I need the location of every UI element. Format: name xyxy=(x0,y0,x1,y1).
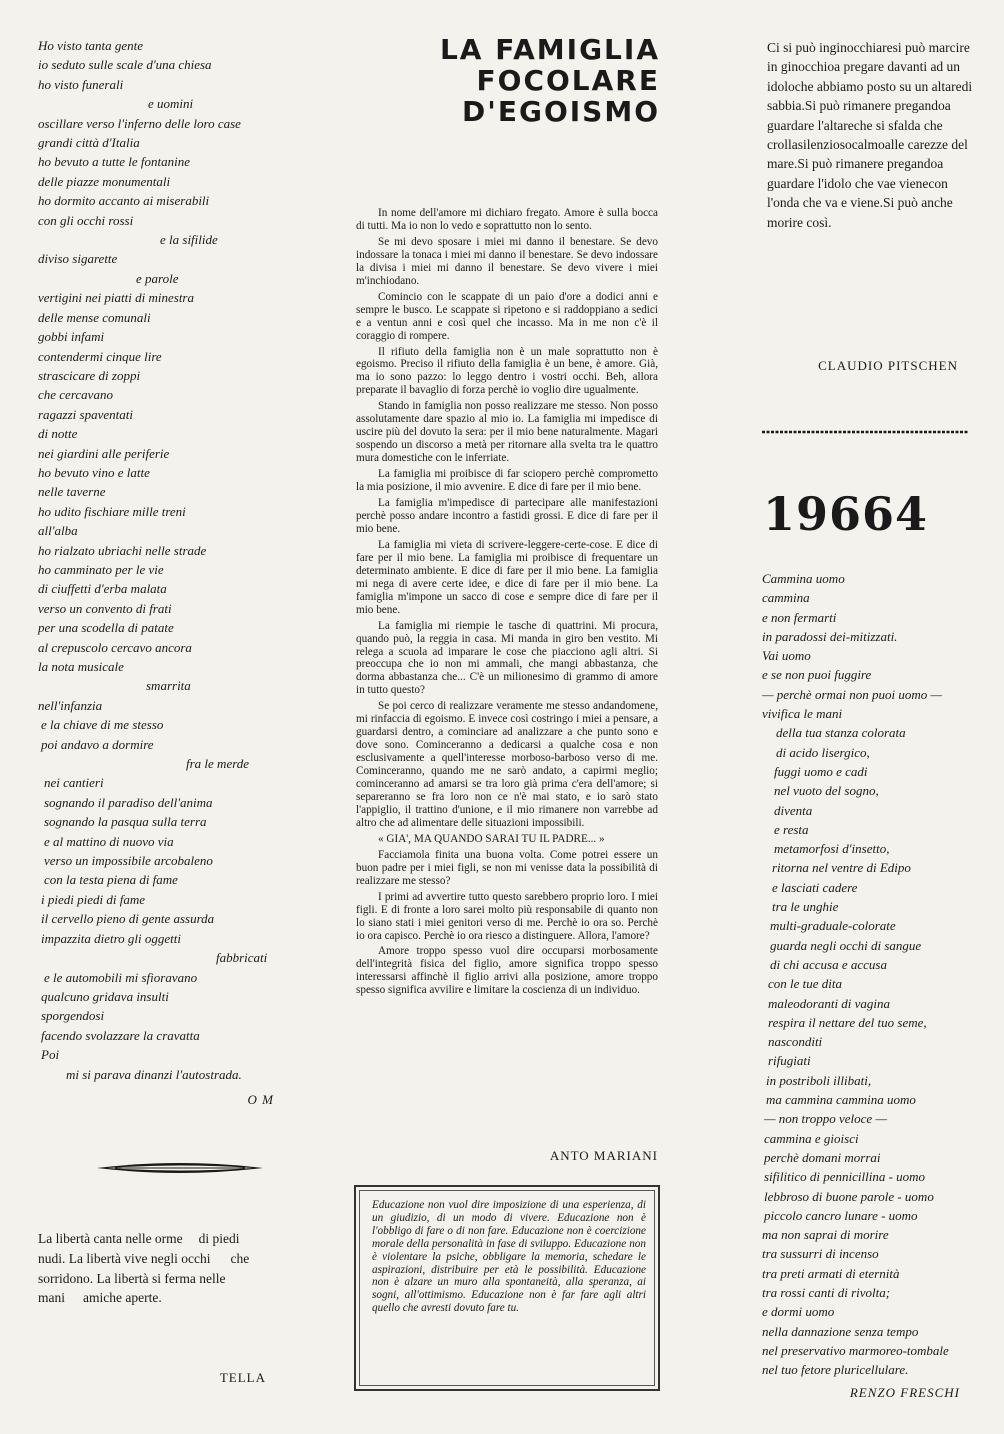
left-poem-line: nell'infanzia xyxy=(38,697,103,713)
year-poem-line: piccolo cancro lunare - uomo xyxy=(764,1207,918,1223)
left-poem-line: verso un convento di frati xyxy=(38,600,172,616)
left-poem-line: fabbricati xyxy=(216,950,268,966)
education-box-text: Educazione non vuol dire imposizione di una esperienza, di un giudizio, di un modo di vivere. Educazione non è l'obbligo di fare o di non fare. Educazione non è coercizione morale della personalità in fase di sviluppo. Educazione non è violentare la psiche, obbligare la memoria, schedare le aspirazioni, distribuire per età le possibilità. Educazione non è alzare un muro alla spontaneità, alla speranza, ai sogni, all'ottimismo. Educazione non è far fare agli altri quello che avresti dovuto fare tu. xyxy=(359,1190,655,1386)
article-title xyxy=(398,34,660,127)
year-poem-line: ma cammina cammina uomo xyxy=(766,1092,916,1108)
article-paragraph: La famiglia mi vieta di scrivere-leggere-certe-cose. E dice di fare per il mio bene. La famiglia mi proibisce di frequentare un determinato ambiente. E dice di fare per il mio bene. La famiglia mi nega di avere certe idee, e dice di fare per il mio bene. La famiglia m'impone un sacco di cose e sempre dice di fare per il mio bene. xyxy=(356,538,658,616)
liberta-poem-line: di piedi nudi. xyxy=(38,1231,240,1266)
left-poem-line: delle piazze monumentali xyxy=(38,173,171,189)
right-poem-signature: CLAUDIO PITSCHEN xyxy=(818,358,958,373)
left-poem-line: ho dormito accanto ai miserabili xyxy=(38,193,210,209)
liberta-poem xyxy=(38,1229,278,1308)
year-poem-line: tra rossi canti di rivolta; xyxy=(762,1284,891,1300)
year-poem-line: perchè domani morrai xyxy=(764,1149,881,1165)
year-poem-title: 19664 xyxy=(763,487,929,541)
year-poem-line: nel tuo fetore pluricellulare. xyxy=(762,1362,909,1378)
left-poem-line: e la sifilide xyxy=(160,232,218,248)
year-poem-line: vivifica le mani xyxy=(762,706,843,722)
year-poem-line: con le tue dita xyxy=(768,976,843,992)
left-poem-line: delle mense comunali xyxy=(38,309,151,325)
left-poem-line: nei cantieri xyxy=(44,775,104,791)
left-poem xyxy=(38,36,278,1084)
liberta-poem-line: La libertà vive negli occhi xyxy=(68,1250,211,1266)
left-poem-line: al crepuscolo cercavo ancora xyxy=(38,639,192,655)
left-poem-line: diviso sigarette xyxy=(38,251,118,267)
year-poem-line: fuggi uomo e cadi xyxy=(774,763,868,779)
article-paragraph: La famiglia mi proibisce di far sciopero perchè comprometto la mia posizione, il mio avvenire. E dice di fare per il mio bene. xyxy=(356,468,658,494)
left-poem-line: sporgendosi xyxy=(41,1008,105,1024)
year-poem-line: di chi accusa e accusa xyxy=(770,956,887,972)
left-poem-line: contendermi cinque lire xyxy=(38,348,162,364)
article-paragraph: In nome dell'amore mi dichiaro fregato. Amore è sulla bocca di tutti. Ma io non lo vedo e soprattutto non lo sento. xyxy=(356,207,658,232)
left-poem-line: sognando il paradiso dell'anima xyxy=(44,794,213,810)
dotted-divider xyxy=(762,428,968,436)
year-poem-line: lebbroso di buone parole - uomo xyxy=(764,1188,934,1204)
liberta-poem-line: La libertà si ferma nelle mani xyxy=(38,1270,226,1306)
article-paragraph: « GIA', MA QUANDO SARAI TU IL PADRE... » xyxy=(378,832,605,845)
year-poem-line: e lasciati cadere xyxy=(772,879,858,895)
education-box xyxy=(354,1185,660,1391)
left-poem-line: ho rialzato ubriachi nelle strade xyxy=(38,542,207,558)
article-paragraph: Amore troppo spesso vuol dire occuparsi morbosamente dell'integrità fisica del figlio, amore significa troppo spesso interessarsi affinchè il figlio arrivi alla posizione, amore troppo spesso significa avvilire e limitare la coscienza di un individuo. xyxy=(356,945,658,997)
year-poem-line: in postriboli illibati, xyxy=(766,1072,872,1088)
left-poem-line: ho camminato per le vie xyxy=(38,561,164,577)
article-paragraph: Se poi cerco di realizzare veramente me stesso andandomene, mi rinfaccia di egoismo. E invece così costringo i miei a pensare, a guardarsi dentro, a cominciare ad analizzare a che punto sono e dove sono. Cominceranno a dedicarsi a qualche cosa e non esclusivamente a quell'interesse morboso-barboso verso di me. Cominceranno, quando me ne sarò andato, a capirmi meglio; cominceranno ad amarsi se tra loro già prima c'era dell'amore; si separeranno se fra loro non ce n'è mai stato, e io sarò stato l'appiglio, il trattino d'unione, e il mio rimanere non varrebbe ad altro che ad alimentare delle situazioni impossibili. xyxy=(356,700,658,829)
article-body xyxy=(356,207,658,1000)
year-poem-line: nasconditi xyxy=(768,1034,823,1050)
left-poem-line: e uomini xyxy=(148,96,194,112)
right-poem-line: Si può anche morire così. xyxy=(767,195,953,230)
right-poem-line: a guardare l'altare xyxy=(767,98,951,133)
year-poem-line: — perchè ormai non puoi uomo — xyxy=(762,686,943,702)
left-poem-line: e al mattino di nuovo via xyxy=(44,833,174,849)
year-poem-line: rifugiati xyxy=(768,1053,811,1069)
year-poem-line: Cammina uomo xyxy=(762,571,845,586)
year-poem-line: respira il nettare del tuo seme, xyxy=(768,1014,927,1030)
year-poem-line: ma non saprai di morire xyxy=(762,1227,889,1243)
article-paragraph: I primi ad avvertire tutto questo sarebbero proprio loro. I miei figli. E di fronte a loro sarei molto più responsabile di quanto non lo siano stati i miei genitori verso di me. Perchè io ora so. Perchè io ora capisco. Perchè io ora riesco a distinguere. Allora, l'amore? xyxy=(356,890,658,942)
article-paragraph: Se mi devo sposare i miei mi danno il benestare. Se devo indossare la tonaca i miei mi danno il benestare. Se devo indossare la divisa i miei mi danno il benestare. Se devo vivere i miei m'inchiodano. xyxy=(356,235,658,287)
right-poem-line: si può marcire in ginocchio xyxy=(767,40,970,75)
year-poem-line: — non troppo veloce — xyxy=(764,1111,887,1127)
year-poem-line: in paradossi dei-mitizzati. xyxy=(762,628,898,644)
left-poem-line: di notte xyxy=(38,426,78,442)
right-poem-line: con l'onda che va e viene. xyxy=(767,175,948,211)
liberta-poem-line: che sorridono. xyxy=(38,1250,250,1286)
year-poem-line: nel preservativo marmoreo-tombale xyxy=(762,1342,949,1358)
left-poem-line: che cercavano xyxy=(38,387,113,403)
right-poem-line: silenzioso xyxy=(797,137,852,153)
left-poem-line: il cervello pieno di gente assurda xyxy=(41,911,215,927)
year-poem-line: diventa xyxy=(774,802,813,818)
year-poem-signature: RENZO FRESCHI xyxy=(849,1385,960,1400)
left-poem-line: e parole xyxy=(136,270,179,286)
left-poem-line: Ho visto tanta gente xyxy=(38,38,144,53)
year-poem xyxy=(762,569,982,1379)
right-poem-line: di sabbia. xyxy=(767,78,973,114)
left-poem-line: sognando la pasqua sulla terra xyxy=(44,814,207,830)
left-poem-line: verso un impossibile arcobaleno xyxy=(44,853,213,869)
left-poem-line: di ciuffetti d'erba malata xyxy=(38,581,167,597)
year-poem-line: tra preti armati di eternità xyxy=(762,1265,900,1281)
left-poem-line: oscillare verso l'inferno delle loro case xyxy=(38,115,241,131)
left-poem-line: nelle taverne xyxy=(38,484,106,500)
year-poem-line: e dormi uomo xyxy=(762,1304,835,1320)
year-poem-line: e resta xyxy=(774,821,809,837)
article-signature: ANTO MARIANI xyxy=(549,1148,658,1163)
article-paragraph: Il rifiuto della famiglia non è un male soprattutto non è egoismo. Preciso il rifiuto della famiglia è un bene, è amore. Già, ma io sono pazzo: lo leggo dentro i vostri occhi. Beh, allora preparate il bavaglio di forza perchè io voglio dire ugualmente. xyxy=(356,345,658,397)
year-poem-line: cammina xyxy=(762,590,810,606)
right-poem-line: calmo xyxy=(851,137,885,153)
left-poem-line: ho bevuto vino e latte xyxy=(38,464,150,480)
article-title-line-1: LA FAMIGLIA xyxy=(439,33,660,66)
year-poem-line: tra le unghie xyxy=(772,899,839,915)
year-poem-line: maleodoranti di vagina xyxy=(768,995,891,1011)
year-poem-line: e se non puoi fuggire xyxy=(762,667,872,683)
left-poem-line: all'alba xyxy=(38,523,78,539)
year-poem-line: Vai uomo xyxy=(762,648,811,664)
year-poem-line: tra sussurri di incenso xyxy=(762,1246,879,1262)
article-title-line-3: D'EGOISMO xyxy=(462,95,660,128)
year-poem-line: della tua stanza colorata xyxy=(776,725,906,741)
year-poem-line: ritorna nel ventre di Edipo xyxy=(772,860,911,876)
left-poem-line: e la chiave di me stesso xyxy=(41,717,164,733)
year-poem-line: di acido lisergico, xyxy=(776,744,870,760)
left-poem-line: grandi città d'Italia xyxy=(38,135,140,151)
left-poem-line: ho bevuto a tutte le fontanine xyxy=(38,154,190,170)
left-poem-line: e le automobili mi sfioravano xyxy=(44,969,198,985)
right-poem-line: a guardare l'idolo che va xyxy=(767,156,944,191)
right-poem-line: che abbiamo posto su un altare xyxy=(794,78,962,94)
left-poem-line: mi si parava dinanzi l'autostrada. xyxy=(66,1066,242,1082)
year-poem-line: nella dannazione senza tempo xyxy=(762,1323,919,1339)
left-poem-line: ho visto funerali xyxy=(38,76,124,92)
left-poem-line: con la testa piena di fame xyxy=(44,872,178,888)
left-poem-line: nei giardini alle periferie xyxy=(38,445,170,461)
right-poem xyxy=(767,38,977,232)
left-poem-line: ragazzi spaventati xyxy=(38,406,133,422)
article-paragraph: Facciamola finita una buona volta. Come potrei essere un buon padre per i miei figli, se non mi venisse data la possibilità di realizzare me stesso? xyxy=(356,848,658,887)
liberta-poem-line: La libertà canta nelle orme xyxy=(38,1231,183,1246)
article-paragraph: Stando in famiglia non posso realizzare me stesso. Non posso assolutamente dare spazio al mio io. La famiglia mi impedisce di uscire più del dovuto la sera: per il mio bene naturalmente. Magari sospendo un discorso a metà per ritornare alla svelta tra le quattro mura domestiche con le inferriate. xyxy=(356,400,658,465)
left-poem-line: per una scodella di patate xyxy=(38,620,174,636)
left-poem-line: facendo svolazzare la cravatta xyxy=(41,1027,200,1043)
left-poem-line: qualcuno gridava insulti xyxy=(41,988,169,1004)
left-poem-line: vertigini nei piatti di minestra xyxy=(38,290,194,306)
right-poem-line: alle carezze del mare. xyxy=(767,137,968,172)
left-poem-line: Poi xyxy=(41,1047,60,1063)
left-poem-line: con gli occhi rossi xyxy=(38,212,134,228)
right-poem-line: che si sfalda che crolla xyxy=(767,117,943,153)
right-poem-line: Si può rimanere pregando xyxy=(797,156,938,172)
year-poem-line: nel vuoto del sogno, xyxy=(774,783,879,799)
right-poem-line: Si può rimanere pregando xyxy=(804,98,945,114)
liberta-poem-line: amiche aperte. xyxy=(83,1290,162,1306)
year-poem-line: cammina e gioisci xyxy=(764,1130,859,1146)
year-poem-line: sifilitico di pennicillina - uomo xyxy=(764,1169,926,1185)
left-poem-line: la nota musicale xyxy=(38,659,124,674)
left-poem-line: io seduto sulle scale d'una chiesa xyxy=(38,57,212,73)
left-poem-line: fra le merde xyxy=(186,756,250,772)
left-poem-line: strascicare di zoppi xyxy=(38,367,141,383)
left-poem-signature: O M xyxy=(247,1092,274,1107)
left-poem-line: smarrita xyxy=(146,678,191,694)
article-paragraph: La famiglia mi riempie le tasche di quattrini. Mi procura, quando può, la reggia in casa. Mi manda in giro ben vestito. Mi relega a scuola ad imparare le cose che piacciono agli altri. Si preoccupa che io non mi ammali, che mangi abbastanza, che dorma abbastanza che... C'è un milionesimo di grammo di amore in tutto questo? xyxy=(356,619,658,697)
year-poem-line: multi-graduale-colorate xyxy=(770,918,896,934)
year-poem-line: metamorfosi d'insetto, xyxy=(774,841,890,857)
left-poem-line: impazzita dietro gli oggetti xyxy=(41,930,181,946)
right-poem-line: Ci si può inginocchiare xyxy=(767,40,893,55)
left-poem-line: poi andavo a dormire xyxy=(41,736,154,752)
year-poem-line: guarda negli occhi di sangue xyxy=(770,937,922,953)
liberta-signature: TELLA xyxy=(219,1370,266,1385)
left-poem-line: ho udito fischiare mille treni xyxy=(38,503,186,519)
left-poem-line: i piedi piedi di fame xyxy=(41,891,145,907)
right-poem-line: a pregare davanti ad un idolo xyxy=(767,59,961,94)
left-poem-line: gobbi infami xyxy=(38,329,105,345)
article-paragraph: La famiglia m'impedisce di partecipare alle manifestazioni perchè posso andare incontro a fastidi grossi. E dice di fare per il mio bene. xyxy=(356,497,658,535)
article-paragraph: Comincio con le scappate di un paio d'ore a dodici anni e sempre le busco. Le scappate si ripetono e si raddoppiano a sedici e a ventun anni e così quel che incasso. Ma in me non c'è il coraggio di rompere. xyxy=(356,290,658,342)
article-title-line-2: FOCOLARE xyxy=(476,64,660,97)
right-poem-line: e viene xyxy=(889,175,929,191)
year-poem-line: e non fermarti xyxy=(762,609,837,625)
ornament-divider xyxy=(95,1160,265,1176)
